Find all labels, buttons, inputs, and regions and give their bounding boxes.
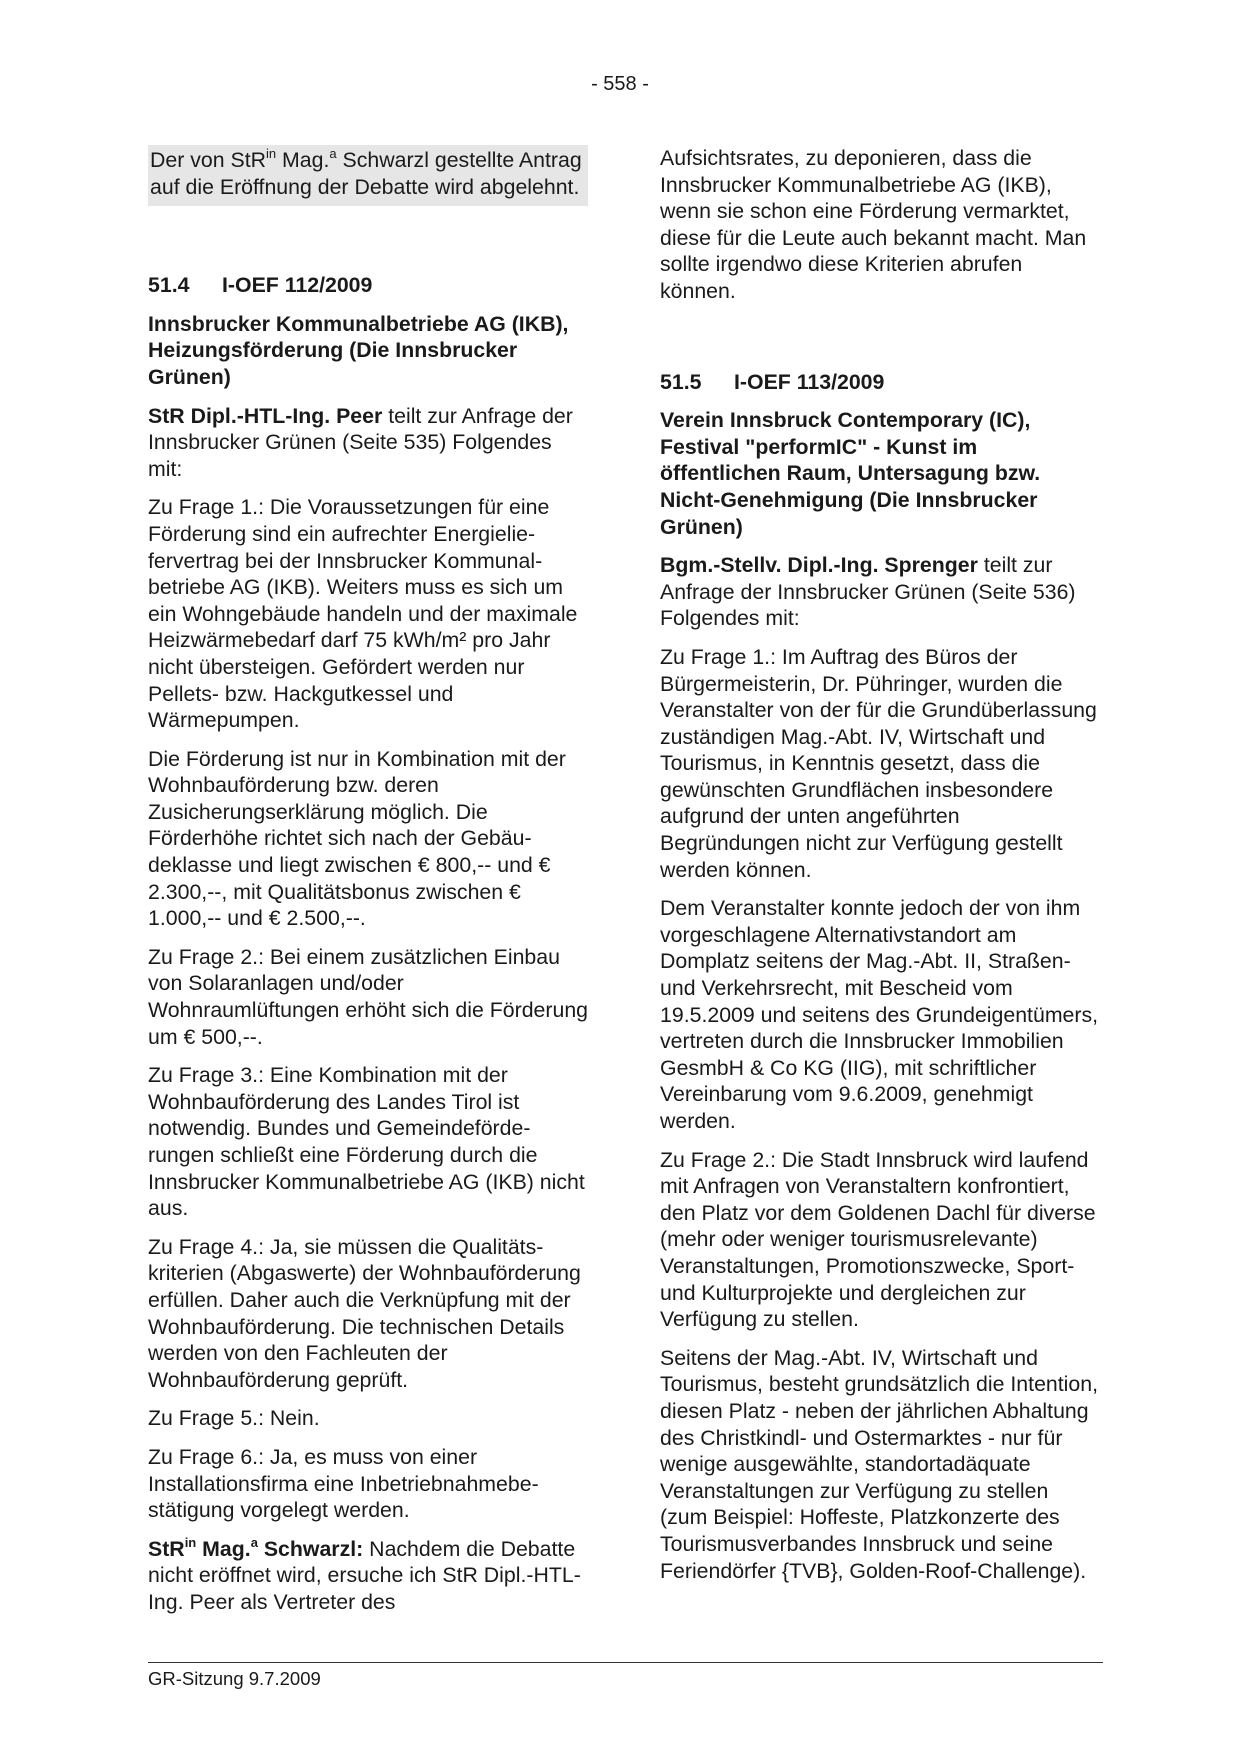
debate-result-box: Der von StR$^{in}$ Mag.$^a$ Schwarzl gestellte Antrag auf die Eröffnung der Debatte wird abgelehnt. [148, 145, 588, 206]
closing-paragraph: StR$^{in}$ Mag.$^a$ Schwarzl: Nachdem die Debatte nicht eröffnet wird, ersuche ich StR Dipl.-HTL-Ing. Peer als Vertreter des [148, 1534, 581, 1614]
item-title-51-4: Innsbrucker Kommunalbetriebe AG (IKB), Heizungsförderung (Die Innsbrucker Grünen) [148, 311, 569, 389]
footer-divider [148, 1662, 1103, 1663]
answer-paragraph: Zu Frage 5.: Nein. [148, 1406, 320, 1431]
left-column [148, 145, 588, 1628]
intro-paragraph: StR Dipl.-HTL-Ing. Peer teilt zur Anfrage der Innsbrucker Grünen (Seite 535) Folgendes mit: [148, 403, 573, 481]
answer-paragraph: Zu Frage 1.: Die Voraussetzungen für eine Förderung sind ein aufrechter Energieliefervertrag bei der Innsbrucker Kommunalbetriebe AG (IKB). Weiters muss es sich um ein Wohngebäude handeln und der maximale Heizwärmebedarf darf 75 kWh/m² pro Jahr nicht übersteigen. Gefördert werden nur Pellets- bzw. Hackgutkessel und Wärmepumpen. [148, 495, 578, 733]
answer-paragraph: Zu Frage 2.: Bei einem zusätzlichen Einbau von Solaranlagen und/oder Wohnraumlüftungen erhöht sich die Förderung um € 500,--. [148, 944, 589, 1049]
footer-text: GR-Sitzung 9.7.2009 [148, 1668, 321, 1689]
answer-paragraph: Zu Frage 2.: Die Stadt Innsbruck wird laufend mit Anfragen von Veranstaltern konfrontiert, den Platz vor dem Goldenen Dachl für diverse (mehr oder weniger tourismusrelevante) Veranstaltungen, Promotionszwecke, Sport- und Kulturprojekte und dergleichen zur Verfügung zu stellen. [660, 1147, 1096, 1332]
answer-paragraph: Dem Veranstalter konnte jedoch der von ihm vorgeschlagene Alternativstandort am Domplatz seitens der Mag.-Abt. II, Straßen- und Verkehrsrecht, mit Bescheid vom 19.5.2009 und seitens des Grundeigentümers, vertreten durch die Innsbrucker Immobilien GesmbH & Co KG (IIG), mit schriftlicher Vereinbarung vom 9.6.2009, genehmigt werden. [660, 896, 1099, 1133]
answer-paragraph: Seitens der Mag.-Abt. IV, Wirtschaft und Tourismus, besteht grundsätzlich die Intention, diesen Platz - neben der jährlichen Abhaltung des Christkindl- und Ostermarktes - nur für wenige ausgewählte, standortadäquate Veranstaltungen zur Verfügung zu stellen (zum Beispiel: Hoffeste, Platzkonzerte des Tourismusverbandes Innsbruck und seine Feriendörfer {TVB}, Golden-Roof-Challenge). [660, 1345, 1099, 1583]
intro-paragraph: Bgm.-Stellv. Dipl.-Ing. Sprenger teilt zur Anfrage der Innsbrucker Grünen (Seite 536) Folgendes mit: [660, 553, 1076, 631]
answer-paragraph: Zu Frage 3.: Eine Kombination mit der Wohnbauförderung des Landes Tirol ist notwendig. Bundes und Gemeindeförderungen schließt eine Förderung durch die Innsbrucker Kommunalbetriebe AG (IKB) nicht aus. [148, 1063, 585, 1221]
right-column [660, 145, 1100, 1596]
answer-paragraph: Zu Frage 1.: Im Auftrag des Büros der Bürgermeisterin, Dr. Pühringer, wurden die Veranstalter von der für die Grundüberlassung zuständigen Mag.-Abt. IV, Wirtschaft und Tourismus, in Kenntnis gesetzt, dass die gewünschten Grundflächen insbesondere aufgrund der unten angeführten Begründungen nicht zur Verfügung gestellt werden können. [660, 644, 1097, 882]
answer-paragraph: Die Förderung ist nur in Kombination mit der Wohnbauförderung bzw. deren Zusicherungserklärung möglich. Die Förderhöhe richtet sich nach der Gebäudeklasse und liegt zwischen € 800,-- und € 2.300,--, mit Qualitätsbonus zwischen € 1.000,-- und € 2.500,--. [148, 746, 566, 931]
item-title-51-5: Verein Innsbruck Contemporary (IC), Festival "performIC" - Kunst im öffentlichen Raum, Untersagung bzw. Nicht-Genehmigung (Die Innsbrucker Grünen) [660, 408, 1041, 539]
item-heading-51-5: 51.5 I-OEF 113/2009 [660, 369, 885, 394]
continuation-paragraph: Aufsichtsrates, zu deponieren, dass die Innsbrucker Kommunalbetriebe AG (IKB), wenn sie schon eine Förderung vermarktet, diese für die Leute auch bekannt macht. Man sollte irgendwo diese Kriterien abrufen können. [660, 146, 1087, 303]
answer-paragraph: Zu Frage 4.: Ja, sie müssen die Qualitätskriterien (Abgaswerte) der Wohnbauförderung erfüllen. Daher auch die Verknüpfung mit der Wohnbauförderung. Die technischen Details werden von den Fachleuten der Wohnbauförderung geprüft. [148, 1234, 581, 1392]
item-heading-51-4: 51.4 I-OEF 112/2009 [148, 273, 373, 298]
answer-paragraph: Zu Frage 6.: Ja, es muss von einer Installationsfirma eine Inbetriebnahmebestätigung vorgelegt werden. [148, 1444, 539, 1523]
page-number: - 558 - [591, 73, 649, 95]
